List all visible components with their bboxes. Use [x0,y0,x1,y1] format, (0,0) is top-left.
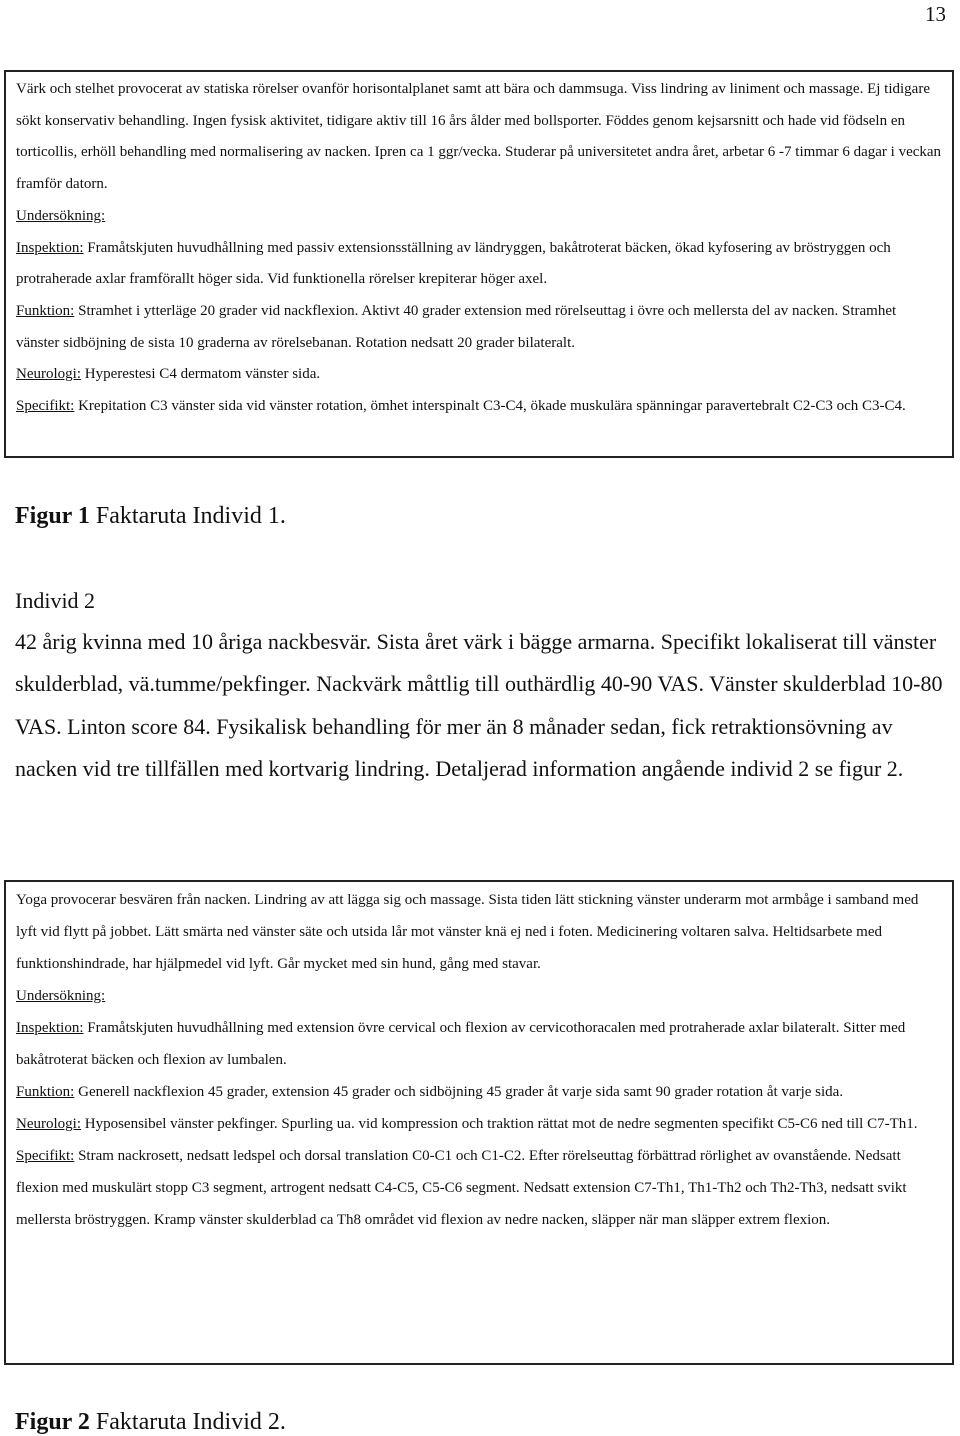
inspektion-text: Framåtskjuten huvudhållning med extension övre cervical och flexion av cervicothoracalen med protraherade axlar bilateralt. Sitter med bakåtroterat bäcken och flexion av lumbalen. [16,1020,906,1068]
function-section [16,296,942,359]
figure-2-label: Figur 2 [15,1409,90,1435]
inspektion-text: Framåtskjuten huvudhållning med passiv extensionsställning av ländryggen, bakåtroterat bäcken, ökad kyfosering av bröstryggen och protraherade axlar framförallt höger sida. Vid funktionella rörelser krepiterar höger axel. [16,239,891,288]
figure-1-caption [15,502,286,530]
specific-section [16,1140,942,1236]
fact-box-individ-2 [4,880,954,1365]
specifikt-text: Krepitation C3 vänster sida vid vänster rotation, ömhet interspinalt C3-C4, ökade muskulära spänningar paravertebralt C2-C3 och C3-C4. [74,398,906,415]
figure-1-label: Figur 1 [15,503,90,529]
specifikt-text: Stram nackrosett, nedsatt ledspel och dorsal translation C0-C1 och C1-C2. Efter rörelseuttag förbättrad rörlighet av ovanstående. Nedsatt flexion med muskulärt stopp C3 segment, artrogent nedsatt C4-C5, C5-C6 segment. Nedsatt extension C7-Th1, Th1-Th2 och Th2-Th3, nedsatt svikt mellersta bröstryggen. Kramp vänster skulderblad ca Th8 området vid flexion av nedre nacken, släpper när man släpper extrem flexion. [16,1148,907,1228]
funktion-text: Stramhet i ytterläge 20 grader vid nackflexion. Aktivt 40 grader extension med rörelseuttag i övre och mellersta del av nacken. Stramhet vänster sidböjning de sista 10 graderna av rörelsebanan. Rotation nedsatt 20 grader bilateralt. [16,302,897,351]
neurology-section [16,359,942,391]
page-number: 13 [925,2,946,26]
neurologi-text: Hyperestesi C4 dermatom vänster sida. [81,366,321,383]
funktion-text: Generell nackflexion 45 grader, extension 45 grader och sidböjning 45 grader åt varje sida samt 90 grader rotation åt varje sida. [74,1084,844,1100]
figure-1-text: Faktaruta Individ 1. [89,503,286,529]
specifikt-label: Specifikt: [16,1148,75,1164]
function-section [16,1076,942,1108]
inspektion-label: Inspektion: [16,239,84,256]
history-paragraph: Yoga provocerar besvären från nacken. Lindring av att lägga sig och massage. Sista tiden lätt stickning vänster underarm mot armbåge i samband med lyft vid flytt på jobbet. Lätt smärta ned vänster säte och utsida lår mot vänster knä ej ned i foten. Medicinering voltaren salva. Heltidsarbete med funktionshindrade, har hjälpmedel vid lyft. Går mycket med sin hund, gång med stavar. [16,892,919,972]
figure-2-caption [15,1408,286,1436]
inspection-section [16,1012,942,1076]
neurologi-text: Hyposensibel vänster pekfinger. Spurling ua. vid kompression och traktion rättat mot de nedre segmenten specifikt C5-C6 ned till C7-Th1. [81,1116,918,1132]
neurologi-label: Neurologi: [16,366,81,383]
inspection-section [16,233,942,296]
specific-section [16,391,942,423]
fact-box-individ-1 [4,70,954,458]
funktion-label: Funktion: [16,1084,75,1100]
neurologi-label: Neurologi: [16,1116,81,1132]
examination-heading [16,201,942,233]
neurology-section [16,1108,942,1140]
undersokning-label: Undersökning: [16,988,106,1004]
figure-2-text: Faktaruta Individ 2. [89,1409,286,1435]
individ-2-body: 42 årig kvinna med 10 åriga nackbesvär. Sista året värk i bägge armarna. Specifikt lokaliserat till vänster skulderblad, vä.tumme/pekfinger. Nackvärk måttlig till outhärdlig 40-90 VAS. Vänster skulderblad 10-80 VAS. Linton score 84. Fysikalisk behandling för mer än 8 månader sedan, fick retraktionsövning av nacken vid tre tillfällen med kortvarig lindring. Detaljerad information angående individ 2 se figur 2. [15,629,943,782]
inspektion-label: Inspektion: [16,1020,84,1036]
specifikt-label: Specifikt: [16,398,75,415]
individ-2-heading: Individ 2 [15,588,96,613]
history-paragraph: Värk och stelhet provocerat av statiska rörelser ovanför horisontalplanet samt att bära och dammsuga. Viss lindring av liniment och massage. Ej tidigare sökt konservativ behandling. Ingen fysisk aktivitet, tidigare aktiv till 16 års ålder med bollsporter. Föddes genom kejsarsnitt och hade vid födseln en torticollis, erhöll behandling med normalisering av nacken. Ipren ca 1 ggr/vecka. Studerar på universitetet andra året, arbetar 6 -7 timmar 6 dagar i veckan framför datorn. [16,81,942,193]
examination-heading [16,980,942,1012]
undersokning-label: Undersökning: [16,207,106,224]
funktion-label: Funktion: [16,302,75,319]
